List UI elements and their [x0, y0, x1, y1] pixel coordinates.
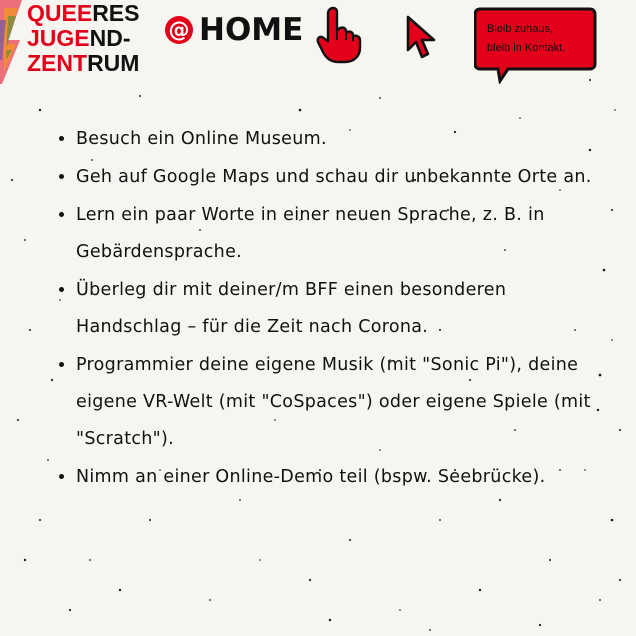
at-icon: @ [165, 16, 193, 44]
list-item: • Lern ein paar Worte in einer neuen Sprache, z. B. in Gebärdensprache. [76, 196, 616, 271]
list-item: • Programmier deine eigene Musik (mit "Sonic Pi"), deine eigene VR-Welt (mit "CoSpaces") oder eigene Spiele (mit "Scratch"). [76, 346, 616, 458]
home-title [165, 12, 303, 48]
list-item: • Nimm an einer Online-Demo teil (bspw. Seebrücke). [76, 458, 616, 496]
bubble-text: Bleib zuhaus, bleib in Kontakt. [487, 23, 566, 54]
pointing-hand-icon [314, 6, 366, 64]
logo-queeres-jugendzentrum: QUEERES JUGEND- ZENTRUM [27, 0, 140, 76]
list-item: • Überleg dir mit deiner/m BFF einen besonderen Handschlag – für die Zeit nach Corona. [76, 271, 616, 346]
activity-list [56, 120, 616, 496]
home-label: HOME [199, 12, 304, 48]
speech-bubble [474, 6, 598, 88]
mouse-cursor-icon [405, 14, 441, 62]
list-item: • Besuch ein Online Museum. [76, 120, 616, 158]
list-item: • Geh auf Google Maps und schau dir unbekannte Orte an. [76, 158, 616, 196]
